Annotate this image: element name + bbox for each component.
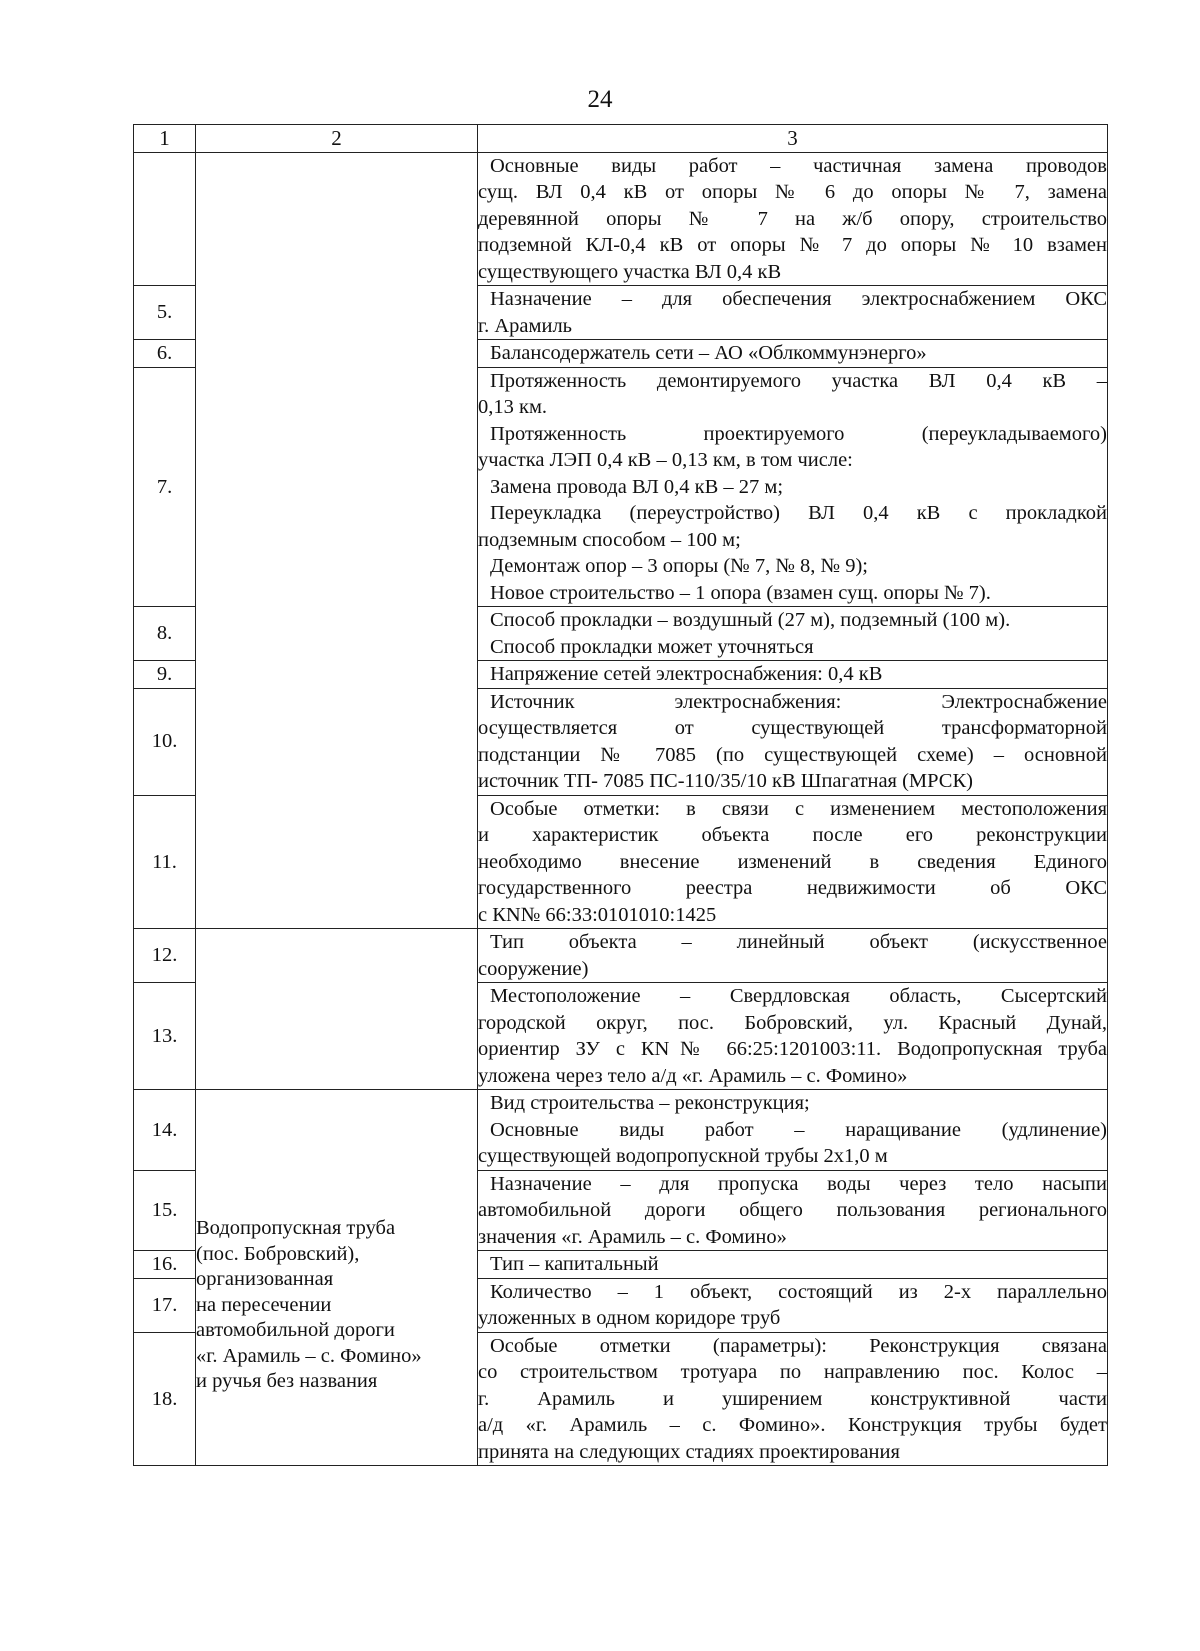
description-line: г. Арамиль [478, 314, 573, 337]
description-line: деревянной опоры № 7 на ж/б опору, строительство [478, 207, 1107, 230]
object-name-line: (пос. Бобровский), [196, 1242, 360, 1265]
description-line: уложенных в одном коридоре труб [478, 1307, 781, 1329]
row-number: 10. [134, 688, 196, 795]
description-line: подземным способом – 100 м; [478, 528, 741, 551]
description-line: источник ТП- 7085 ПС-110/35/10 кВ Шпагатная (МРСК) [478, 770, 973, 792]
table-row [134, 1090, 1108, 1171]
description-line: Балансодержатель сети – АО «Облкоммунэнерго» [490, 342, 927, 364]
description-line: сущ. ВЛ 0,4 кВ от опоры № 6 до опоры № 7, замена [478, 181, 1107, 203]
description-line: с КN№ 66:33:0101010:1425 [478, 903, 717, 926]
description-line: Особые отметки (параметры): Реконструкция связана [490, 1334, 1107, 1357]
description-line: подстанции № 7085 (по существующей схеме) – основной [478, 743, 1107, 766]
description-line: Вид строительства – реконструкция; [490, 1092, 810, 1114]
table-row [134, 152, 1108, 286]
description-line: Назначение – для пропуска воды через тело насыпи [490, 1172, 1107, 1195]
description-line: Основные виды работ – частичная замена проводов [490, 154, 1107, 177]
row-description [478, 607, 1108, 661]
row-number: 7. [134, 367, 196, 607]
description-line: и характеристик объекта после его реконструкции [478, 824, 1107, 846]
description-line: Основные виды работ – наращивание (удлинение) [490, 1118, 1107, 1141]
object-name-line: на пересечении [196, 1293, 332, 1316]
row-description [478, 152, 1108, 286]
description-line: необходимо внесение изменений в сведения Единого [478, 850, 1107, 873]
description-line: Источник электроснабжения: Электроснабжение [490, 690, 1107, 713]
row-number: 15. [134, 1170, 196, 1251]
object-name-line: автомобильной дороги [196, 1319, 395, 1342]
description-line: принята на следующих стадиях проектирования [478, 1440, 900, 1463]
specification-table [133, 124, 1108, 1466]
description-line: Тип объекта – линейный объект (искусственное [490, 931, 1107, 953]
description-line: Способ прокладки – воздушный (27 м), подземный (100 м). [490, 609, 1011, 631]
table-body [134, 125, 1108, 1466]
row-number: 18. [134, 1332, 196, 1466]
row-description [478, 1090, 1108, 1171]
object-cell-continued [196, 152, 478, 929]
description-line: Тип – капитальный [490, 1253, 659, 1275]
row-description [478, 983, 1108, 1090]
description-line: а/д «г. Арамиль – с. Фомино». Конструкция трубы будет [478, 1414, 1107, 1436]
object-name-cell [196, 1090, 478, 1466]
row-description [478, 367, 1108, 607]
description-line: подземной КЛ-0,4 кВ от опоры № 7 до опоры № 10 взамен [478, 234, 1107, 256]
row-description [478, 340, 1108, 368]
row-number: 9. [134, 661, 196, 689]
description-line: государственного реестра недвижимости об ОКС [478, 877, 1107, 899]
description-line: существующей водопропускной трубы 2х1,0 м [478, 1145, 888, 1167]
description-line: значения «г. Арамиль – с. Фомино» [478, 1225, 787, 1248]
description-line: г. Арамиль и уширением конструктивной части [478, 1387, 1107, 1410]
row-description [478, 795, 1108, 929]
table-row [134, 929, 1108, 983]
description-line: Напряжение сетей электроснабжения: 0,4 кВ [490, 663, 883, 685]
description-line: Новое строительство – 1 опора (взамен сущ. опоры № 7). [490, 581, 991, 604]
description-line: Назначение – для обеспечения электроснабжением ОКС [490, 288, 1107, 310]
description-line: городской округ, пос. Бобровский, ул. Красный Дунай, [478, 1011, 1107, 1034]
description-line: Протяженность проектируемого (переукладываемого) [490, 422, 1107, 445]
row-description [478, 1251, 1108, 1279]
description-line: существующего участка ВЛ 0,4 кВ [478, 260, 782, 283]
object-name-line: Водопропускная труба [196, 1217, 396, 1240]
description-line: Местоположение – Свердловская область, Сысертский [490, 985, 1107, 1007]
row-description [478, 929, 1108, 983]
row-description [478, 1332, 1108, 1466]
description-line: сооружение) [478, 957, 589, 980]
row-description [478, 286, 1108, 340]
row-description [478, 661, 1108, 689]
row-number: 16. [134, 1251, 196, 1279]
description-line: Замена провода ВЛ 0,4 кВ – 27 м; [490, 475, 784, 498]
row-number: 8. [134, 607, 196, 661]
header-col-2: 2 [196, 125, 478, 153]
description-line: 0,13 км. [478, 396, 548, 418]
description-line: участка ЛЭП 0,4 кВ – 0,13 км, в том числе: [478, 449, 853, 471]
description-line: уложена через тело а/д «г. Арамиль – с. Фомино» [478, 1064, 908, 1087]
row-description [478, 1170, 1108, 1251]
description-line: Демонтаж опор – 3 опоры (№ 7, № 8, № 9); [490, 555, 868, 577]
object-name-line: организованная [196, 1268, 334, 1291]
row-description [478, 688, 1108, 795]
description-line: Протяженность демонтируемого участка ВЛ 0,4 кВ – [490, 369, 1107, 392]
description-line: автомобильной дороги общего пользования регионального [478, 1199, 1107, 1221]
description-line: осуществляется от существующей трансформаторной [478, 717, 1107, 739]
header-col-3: 3 [478, 125, 1108, 153]
header-col-1: 1 [134, 125, 196, 153]
row-number: 14. [134, 1090, 196, 1171]
row-number: 11. [134, 795, 196, 929]
row-number: 6. [134, 340, 196, 368]
object-name-line: и ручья без названия [196, 1370, 378, 1393]
description-line: Количество – 1 объект, состоящий из 2-х параллельно [490, 1280, 1107, 1303]
page-number: 24 [587, 86, 613, 113]
description-line: Способ прокладки может уточняться [490, 635, 814, 658]
object-name [196, 1216, 477, 1395]
description-line: ориентир ЗУ с КN№ 66:25:1201003:11. Водопропускная труба [478, 1038, 1107, 1060]
description-line: со строительством тротуара по направлению пос. Колос – [478, 1361, 1107, 1383]
row-number [134, 152, 196, 286]
row-description [478, 1278, 1108, 1332]
row-number: 13. [134, 983, 196, 1090]
row-number: 12. [134, 929, 196, 983]
description-line: Переукладка (переустройство) ВЛ 0,4 кВ с прокладкой [490, 502, 1107, 524]
row-number: 17. [134, 1278, 196, 1332]
description-line: Особые отметки: в связи с изменением местоположения [490, 797, 1107, 820]
object-cell-empty [196, 929, 478, 1090]
row-number: 5. [134, 286, 196, 340]
table-header-row [134, 125, 1108, 153]
object-name-line: «г. Арамиль – с. Фомино» [196, 1344, 422, 1367]
